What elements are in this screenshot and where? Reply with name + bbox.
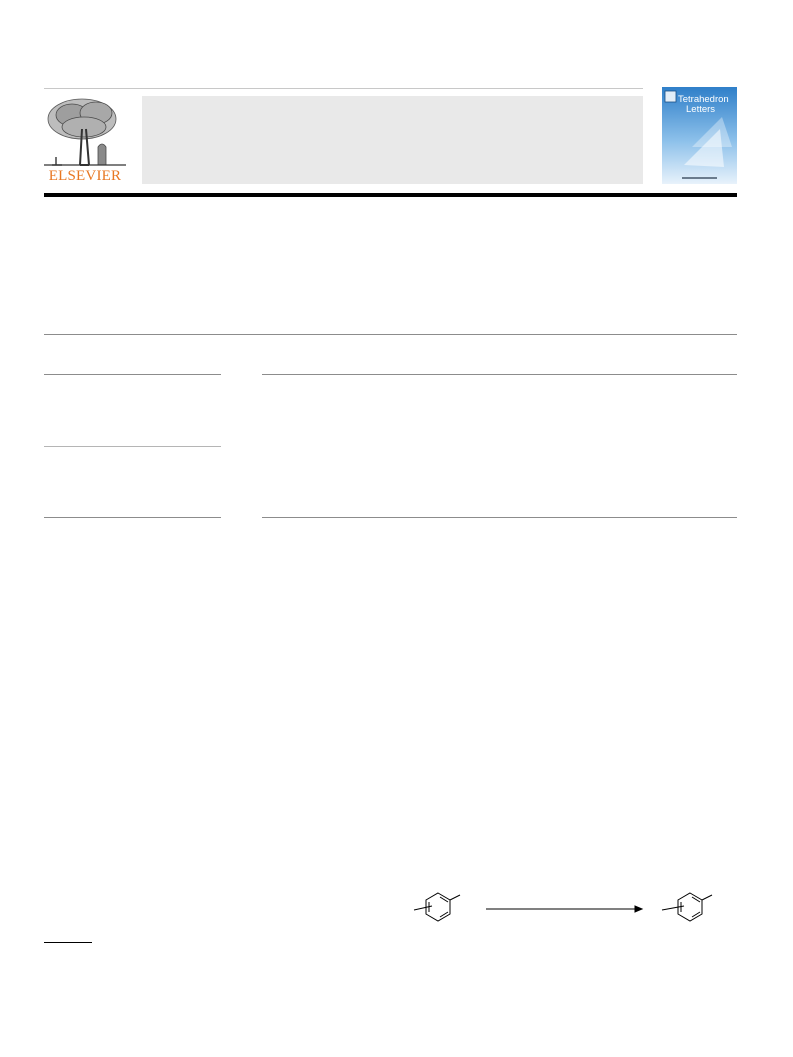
header-top-rule [44,88,643,89]
reaction-scheme [400,880,740,940]
journal-cover-title-line2: Letters [686,104,716,115]
reaction-arrow-icon [486,906,642,912]
benzene-ring-right-icon [662,893,712,921]
article-info-bottom-rule [44,517,221,518]
header-thick-rule [44,193,737,197]
journal-cover-title [678,95,738,115]
article-info-top-rule [44,374,221,375]
journal-cover-title-line1: Tetrahedron [678,94,729,105]
abstract-bottom-rule [262,517,737,518]
abstract-top-rule [262,374,737,375]
footnote-rule [44,942,92,943]
benzene-ring-left-icon [414,893,460,921]
article-divider-rule [44,334,737,335]
article-info-middle-rule [44,446,221,447]
journal-banner [142,96,643,184]
publisher-logo-text: ELSEVIER [48,168,122,184]
